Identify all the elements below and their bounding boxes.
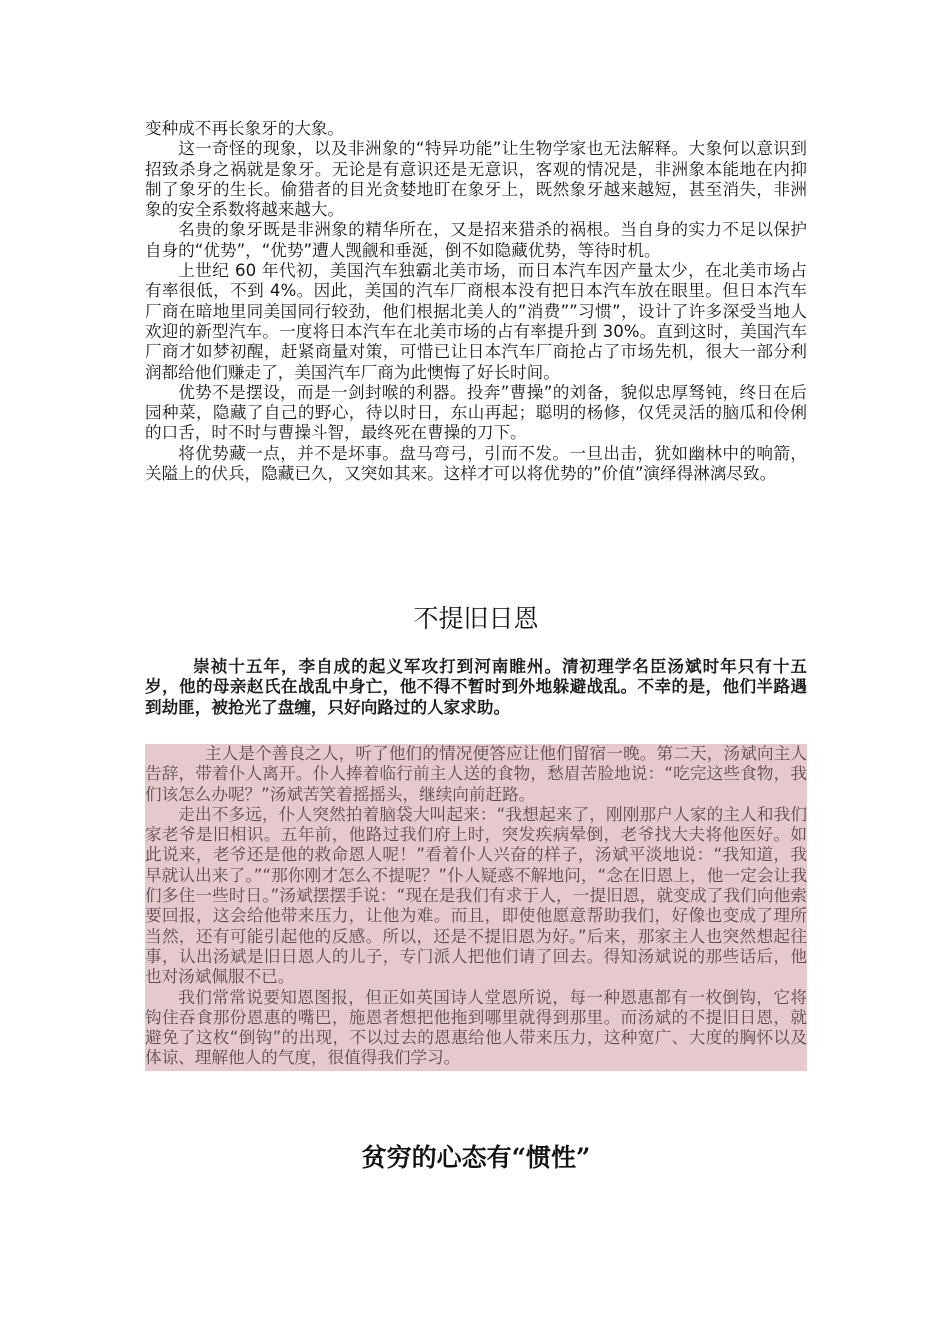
paragraph: 优势不是摆设，而是一剑封喉的利器。投奔”曹操”的刘备，貌似忠厚驽钝，终日在后园种菜，隐藏了自己的野心，待以时日，东山再起；聪明的杨修，仅凭灵活的脑瓜和伶俐的口舌，时不时与曹操斗智，最终死在曹操的刀下。 — [145, 382, 807, 443]
paragraph: 崇祯十五年，李自成的起义军攻打到河南睢州。清初理学名臣汤斌时年只有十五岁，他的母亲赵氏在战乱中身亡，他不得不暂时到外地躲避战乱。不幸的是，他们半路遇到劫匪，被抢光了盘缠，只好向路过的人家求助。 — [145, 657, 807, 717]
paragraph: 将优势藏一点，并不是坏事。盘马弯弓，引而不发。一旦出击，犹如幽林中的响箭，关隘上的伏兵，隐藏已久，又突如其来。这样才可以将优势的”价值”演绎得淋漓尽致。 — [145, 443, 807, 484]
highlighted-text-block — [145, 744, 807, 1071]
paragraph: 名贵的象牙既是非洲象的精华所在，又是招来猎杀的祸根。当自身的实力不足以保护自身的“优势”，“优势”遭人觊觎和垂涎，倒不如隐藏优势，等待时机。 — [145, 220, 807, 260]
paragraph: 主人是个善良之人，听了他们的情况便答应让他们留宿一晚。第二天，汤斌向主人告辞，带着仆人离开。仆人捧着临行前主人送的食物，愁眉苦脸地说：“吃完这些食物，我们该怎么办呢？”汤斌苦笑着摇摇头，继续向前赶路。 — [145, 744, 807, 804]
paragraph: 变种成不再长象牙的大象。 — [145, 119, 345, 138]
paragraph: 这一奇怪的现象，以及非洲象的“特异功能”让生物学家也无法解释。大象何以意识到招致杀身之祸就是象牙。无论是有意识还是无意识，客观的情况是，非洲象本能地在内抑制了象牙的生长。偷猎者的目光贪婪地盯在象牙上，既然象牙越来越短，甚至消失，非洲象的安全系数将越来越大。 — [145, 139, 807, 220]
section-title: 贫穷的心态有“惯性” — [361, 1143, 591, 1172]
section-title: 不提旧日恩 — [413, 604, 539, 633]
article-continuation — [145, 119, 807, 484]
paragraph: 我们常常说要知恩图报，但正如英国诗人堂恩所说，每一种恩惠都有一枚倒钩，它将钩住吞食那份恩惠的嘴巴，施恩者想把他拖到哪里就得到那里。而汤斌的不提旧日恩，就避免了这枚“倒钩”的出现，不以过去的恩惠给他人带来压力，这种宽广、大度的胸怀以及体谅、理解他人的气度，很值得我们学习。 — [145, 987, 807, 1068]
paragraph: 走出不多远，仆人突然拍着脑袋大叫起来：“我想起来了，刚刚那户人家的主人和我们家老爷是旧相识。五年前，他路过我们府上时，突发疾病晕倒，老爷找大夫将他医好。如此说来，老爷还是他的救命恩人呢！”看着仆人兴奋的样子，汤斌平淡地说：“我知道，我早就认出来了。”“那你刚才怎么不提呢？”仆人疑惑不解地问，“念在旧恩上，他一定会让我们多住一些时日。”汤斌摆摆手说：“现在是我们有求于人，一提旧恩，就变成了我们向他索要回报，这会给他带来压力，让他为难。而且，即使他愿意帮助我们，好像也变成了理所当然，还有可能引起他的反感。所以，还是不提旧恩为好。”后来，那家主人也突然想起往事，认出汤斌是旧日恩人的儿子，专门派人把他们请了回去。得知汤斌说的那些话后，他也对汤斌佩服不已。 — [145, 804, 807, 987]
section-intro — [145, 657, 807, 718]
paragraph: 上世纪 60 年代初，美国汽车独霸北美市场，而日本汽车因产量太少，在北美市场占有率很低，不到 4%。因此，美国的汽车厂商根本没有把日本汽车放在眼里。但日本汽车厂商在暗地里同美国同行较劲，他们根据北美人的”消费””习惯”，设计了许多深受当地人欢迎的新型汽车。一度将日本汽车在北美市场的占有率提升到 30%。直到这时，美国汽车厂商才如梦初醒，赶紧商量对策，可惜已让日本汽车厂商抢占了市场先机，很大一部分利润都给他们赚走了，美国汽车厂商为此懊悔了好长时间。 — [145, 261, 807, 382]
